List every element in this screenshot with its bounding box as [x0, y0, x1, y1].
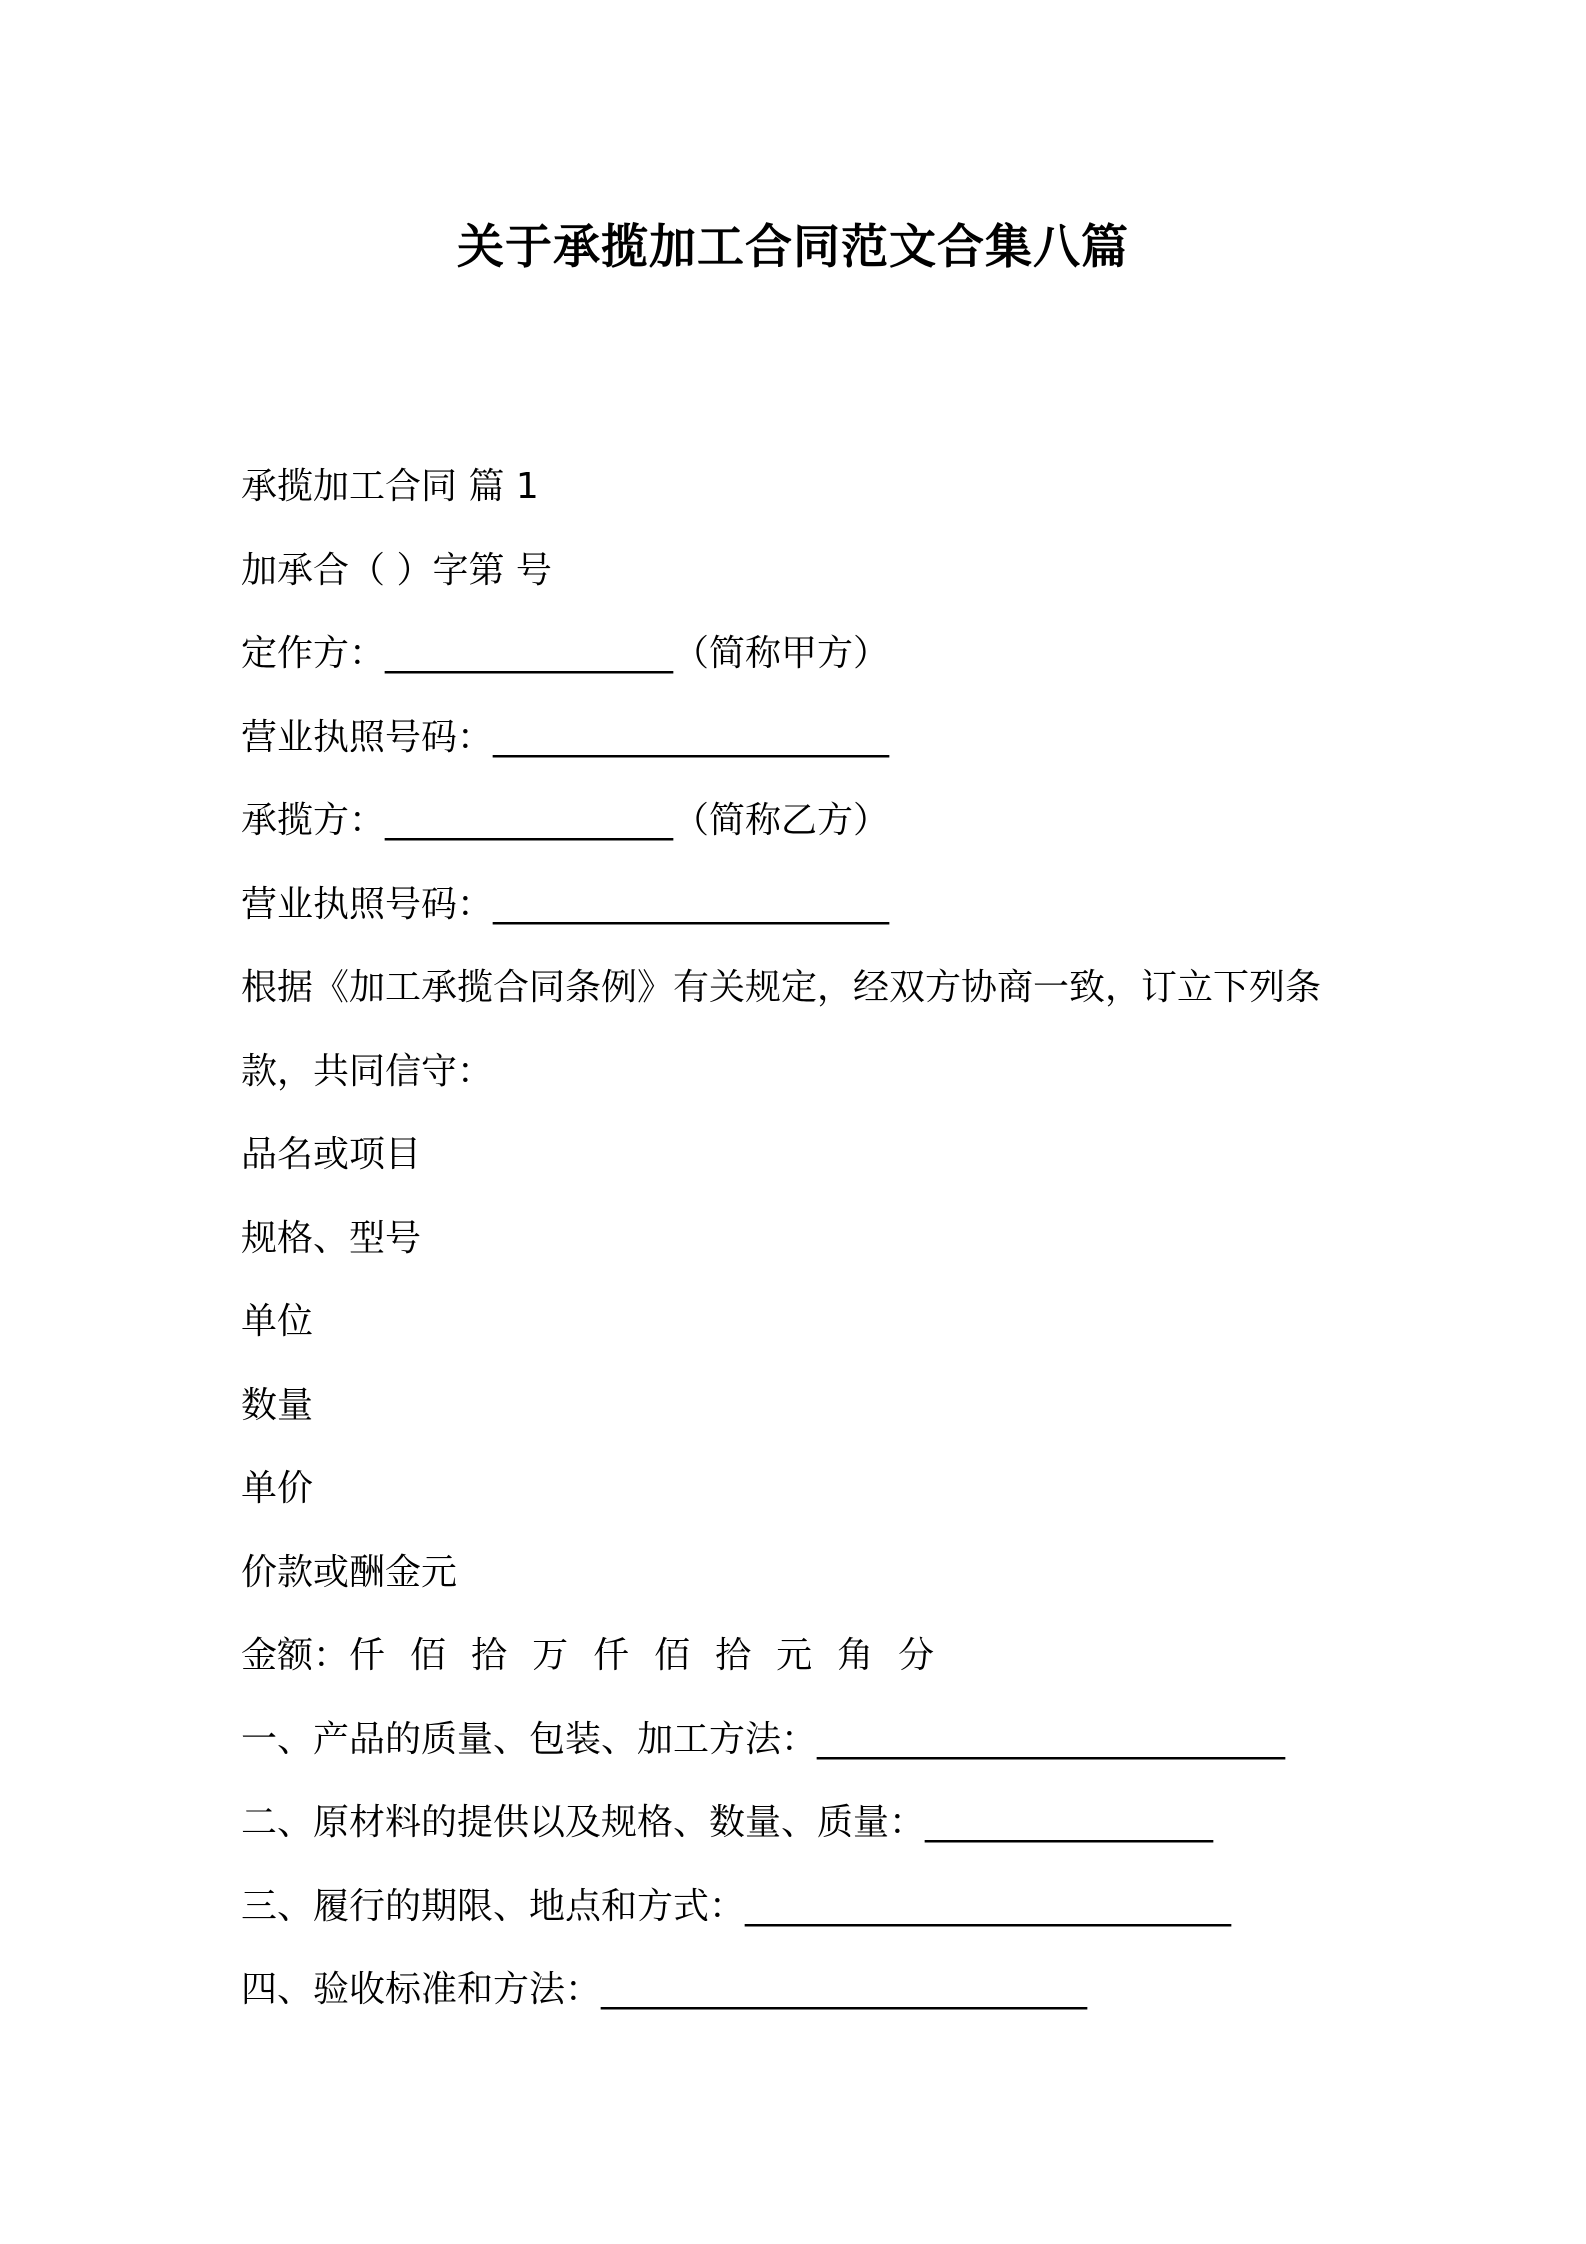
orderer-license-line: 营业执照号码：______________________ — [241, 716, 890, 758]
amount-unit: 佰 — [410, 1635, 447, 1676]
contractor-line: 承揽方：________________（简称乙方） — [241, 800, 890, 841]
item-name-field: 品名或项目 — [241, 1134, 422, 1175]
amount-unit: 万 — [532, 1635, 569, 1676]
contract-number-line: 加承合（ ）字第 号 — [241, 549, 552, 591]
amount-unit: 佰 — [654, 1635, 691, 1676]
preamble-line-2: 款，共同信守： — [241, 1050, 494, 1092]
amount-unit: 拾 — [471, 1635, 508, 1676]
amount-unit: 角 — [837, 1635, 874, 1676]
amount-unit: 元 — [776, 1635, 813, 1676]
contractor-license-line: 营业执照号码：______________________ — [241, 883, 890, 925]
amount-label: 金额： — [241, 1635, 350, 1676]
amount-unit: 拾 — [715, 1635, 752, 1676]
quantity-field: 数量 — [241, 1384, 314, 1426]
document-body — [241, 445, 1361, 2032]
orderer-line: 定作方：________________（简称甲方） — [241, 633, 890, 674]
preamble-line-1: 根据《加工承揽合同条例》有关规定，经双方协商一致，订立下列条 — [241, 967, 1322, 1008]
clause-materials: 二、原材料的提供以及规格、数量、质量：________________ — [241, 1802, 1214, 1843]
price-field: 价款或酬金元 — [241, 1551, 458, 1593]
amount-unit: 分 — [898, 1635, 935, 1676]
section-heading: 承揽加工合同 篇 1 — [241, 466, 539, 507]
unit-price-field: 单价 — [241, 1468, 314, 1509]
clause-quality: 一、产品的质量、包装、加工方法：__________________________ — [241, 1718, 1286, 1760]
amount-unit: 仟 — [349, 1635, 386, 1676]
clause-acceptance: 四、验收标准和方法：___________________________ — [241, 1969, 1088, 2010]
unit-field: 单位 — [241, 1301, 314, 1342]
spec-model-field: 规格、型号 — [241, 1217, 422, 1259]
document-title: 关于承揽加工合同范文合集八篇 — [457, 220, 1129, 275]
amount-line — [241, 1614, 1361, 1698]
clause-performance: 三、履行的期限、地点和方式：___________________________ — [241, 1885, 1232, 1927]
amount-unit: 仟 — [593, 1635, 630, 1676]
